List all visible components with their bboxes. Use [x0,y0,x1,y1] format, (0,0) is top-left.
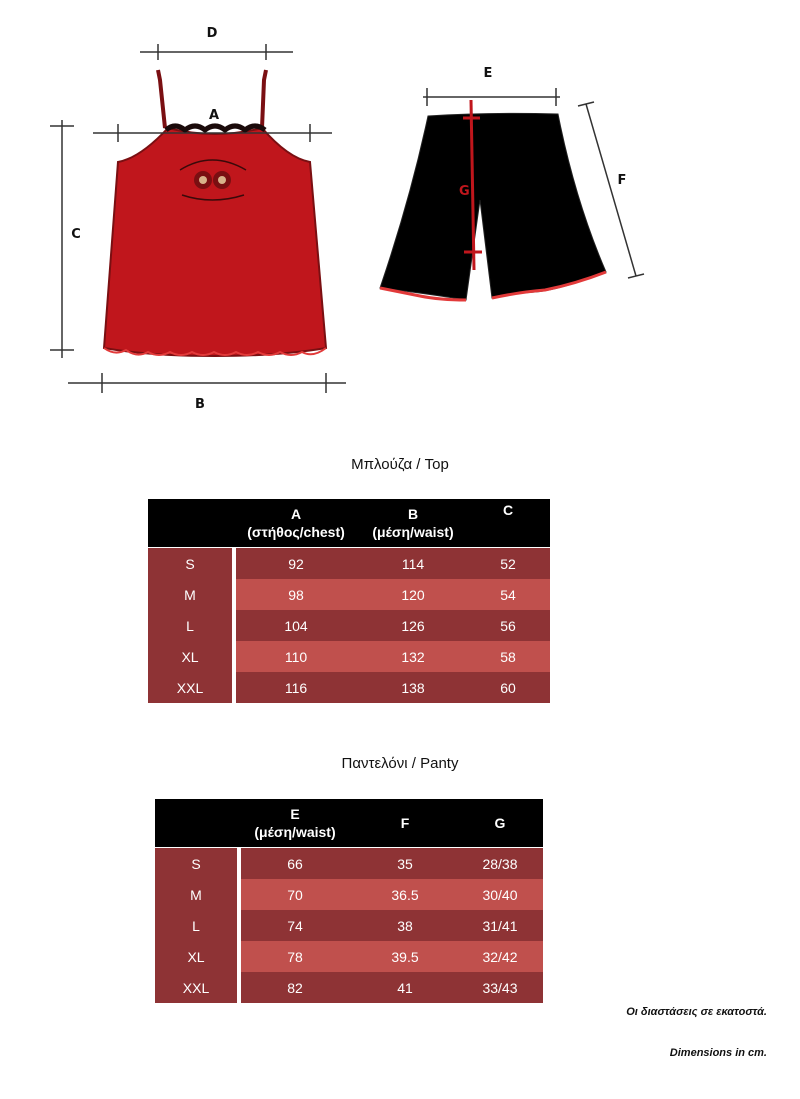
panty-value-cell: 78 [287,948,303,965]
top-value-cell: 52 [500,555,516,572]
dimension-e [423,88,560,106]
label-g: G [459,184,470,199]
panty-header-g [460,799,540,847]
panty-value-cell: 32/42 [482,948,518,965]
panty-value-cell: 66 [287,855,303,872]
top-value-cell: 54 [500,586,516,603]
top-row [148,610,550,641]
panty-value-cell: 82 [287,979,303,996]
panty-value-cell: 41 [397,979,413,996]
top-row [148,641,550,672]
top-row [148,672,550,703]
top-value-cell: 138 [401,679,425,696]
note-english: Dimensions in cm. [669,1047,767,1059]
top-table-header [148,499,550,547]
panty-table-header [155,799,543,847]
dimension-b [68,373,346,393]
top-value-cell: 132 [401,648,425,665]
panty-size-cell: XXL [155,972,237,1003]
top-header-c [468,499,548,549]
top-header-a-letter: A [290,506,302,522]
top-size-cell: XXL [148,672,232,703]
panty-row [155,941,543,972]
panty-size-cell: S [155,848,237,879]
top-value-cell: 116 [284,679,308,696]
top-value-cell: 60 [500,679,516,696]
panty-value-cell: 35 [397,855,413,872]
top-size-cell: L [148,610,232,641]
top-value-cell: 104 [284,617,308,634]
label-e: E [483,66,493,81]
panty-value-cell: 38 [397,917,413,934]
panty-value-cell: 39.5 [391,948,419,965]
panty-header-f [365,799,445,847]
top-header-a [236,499,356,547]
top-header-b [353,499,473,547]
label-d: D [206,26,218,41]
top-size-cell: M [148,579,232,610]
dimension-d [140,44,293,60]
top-table-title: Μπλούζα / Top [351,456,449,473]
label-b: B [195,397,205,412]
top-header-b-sub: (μέση/waist) [372,524,454,540]
top-value-cell: 92 [288,555,304,572]
panty-header-g-letter: G [494,815,506,831]
top-value-cell: 126 [401,617,425,634]
top-size-cell: XL [148,641,232,672]
measurement-diagram [0,0,800,440]
note-greek: Οι διαστάσεις σε εκατοστά. [626,1006,767,1018]
shorts-illustration [380,100,606,300]
panty-header-f-letter: F [400,815,410,831]
panty-value-cell: 70 [287,886,303,903]
top-value-cell: 58 [500,648,516,665]
panty-header-e [235,799,355,847]
top-header-b-letter: B [407,506,419,522]
top-header-a-sub: (στήθος/chest) [247,524,345,540]
panty-table-title: Παντελόνι / Panty [341,755,459,772]
label-c: C [71,227,81,242]
panty-value-cell: 28/38 [482,855,518,872]
panty-header-e-sub: (μέση/waist) [254,824,336,840]
label-a: A [208,108,220,123]
top-value-cell: 56 [500,617,516,634]
panty-size-cell: L [155,910,237,941]
panty-value-cell: 30/40 [482,886,518,903]
top-size-cell: S [148,548,232,579]
panty-value-cell: 31/41 [482,917,518,934]
panty-value-cell: 33/43 [482,979,518,996]
panty-row [155,910,543,941]
top-value-cell: 98 [288,586,304,603]
panty-row [155,848,543,879]
panty-size-cell: M [155,879,237,910]
panty-value-cell: 36.5 [391,886,419,903]
top-value-cell: 114 [401,555,425,572]
label-f: F [617,173,627,188]
panty-row [155,972,543,1003]
top-value-cell: 110 [284,648,308,665]
top-header-c-letter: C [502,502,514,518]
panty-header-e-letter: E [290,806,300,822]
panty-size-cell: XL [155,941,237,972]
panty-value-cell: 74 [287,917,303,934]
panty-row [155,879,543,910]
top-row [148,548,550,579]
top-value-cell: 120 [401,586,425,603]
top-row [148,579,550,610]
